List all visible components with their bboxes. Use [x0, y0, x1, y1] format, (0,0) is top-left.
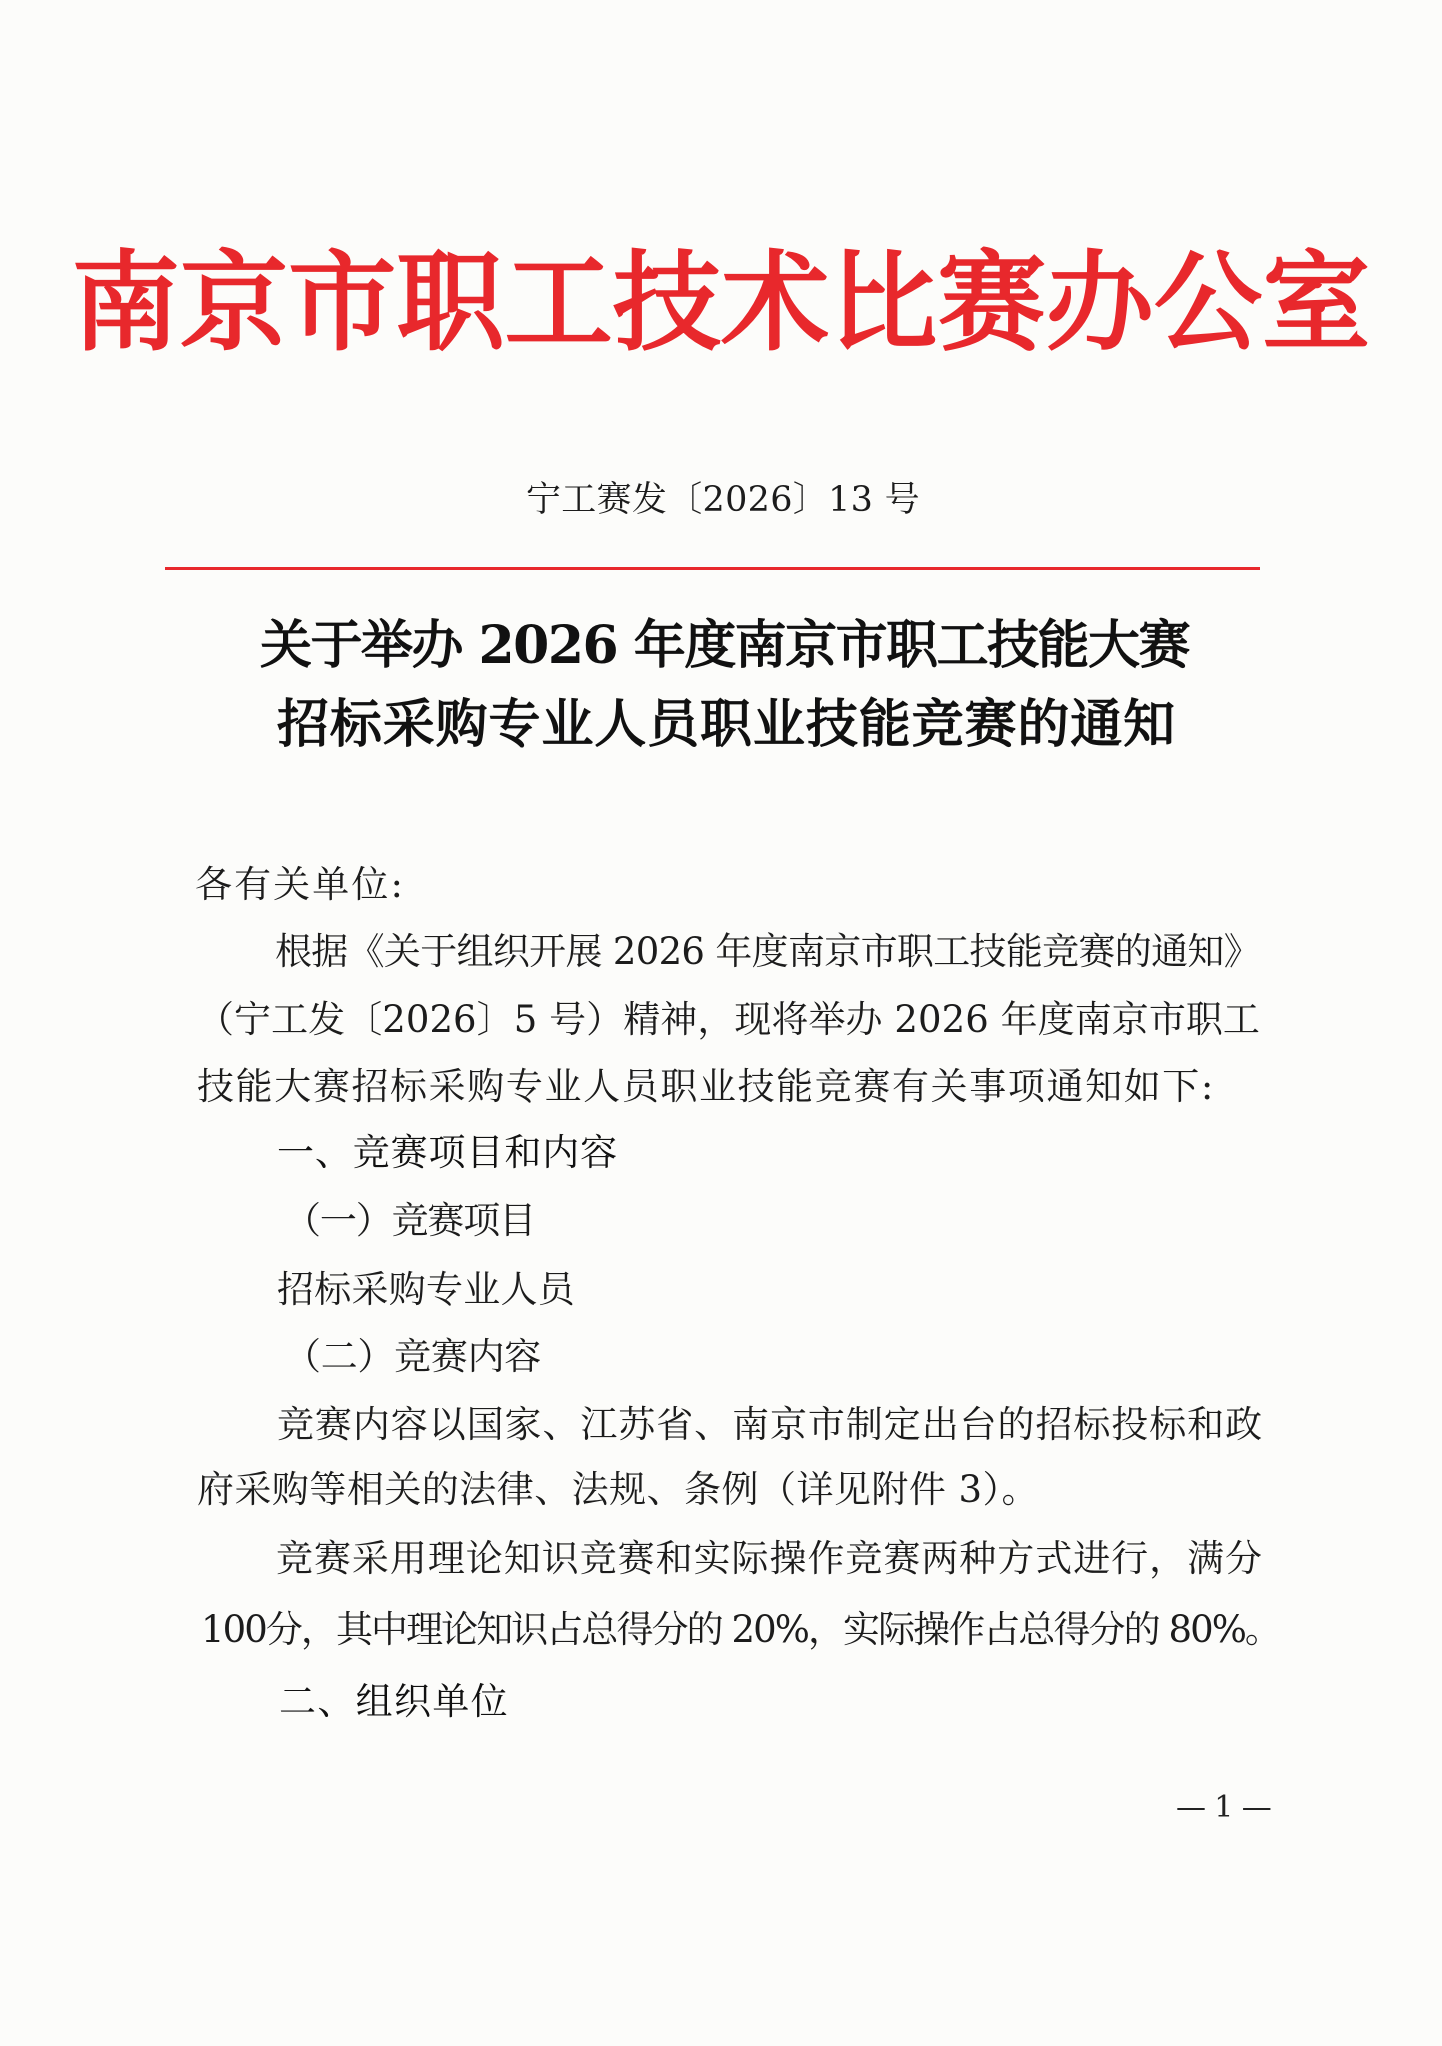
notice-title-line-2: 招标采购专业人员职业技能竞赛的通知 — [277, 694, 1176, 755]
section-heading: 一、竞赛项目和内容 — [277, 1131, 618, 1174]
document-number: 宁工赛发〔2026〕13 号 — [526, 480, 920, 520]
notice-title-line-1: 关于举办 2026 年度南京市职工技能大赛 — [260, 615, 1189, 676]
page-number: —1— — [1176, 1790, 1280, 1825]
body-line: 根据《关于组织开展 2026 年度南京市职工技能竞赛的通知》 — [275, 930, 1260, 973]
red-divider-line — [165, 567, 1260, 570]
body-line: （宁工发〔2026〕5 号）精神，现将举办 2026 年度南京市职工 — [197, 998, 1260, 1041]
salutation: 各有关单位: — [195, 863, 405, 906]
subsection-heading: （一）竞赛项目 — [284, 1199, 535, 1242]
body-line: 100分，其中理论知识占总得分的 20%，实际操作占总得分的 80%。 — [201, 1608, 1280, 1651]
body-line: 招标采购专业人员 — [277, 1268, 575, 1311]
issuer-name: 南京市职工技术比赛办公室 — [71, 240, 1371, 366]
subsection-heading: （二）竞赛内容 — [284, 1335, 541, 1378]
section-heading: 二、组织单位 — [279, 1680, 509, 1723]
body-line: 技能大赛招标采购专业人员职业技能竞赛有关事项通知如下: — [197, 1065, 1215, 1108]
body-line: 竞赛采用理论知识竞赛和实际操作竞赛两种方式进行，满分 — [276, 1537, 1263, 1580]
issuer-letterhead — [0, 240, 1442, 366]
body-line: 府采购等相关的法律、法规、条例（详见附件 3）。 — [197, 1468, 1039, 1511]
body-line: 竞赛内容以国家、江苏省、南京市制定出台的招标投标和政 — [277, 1403, 1263, 1446]
